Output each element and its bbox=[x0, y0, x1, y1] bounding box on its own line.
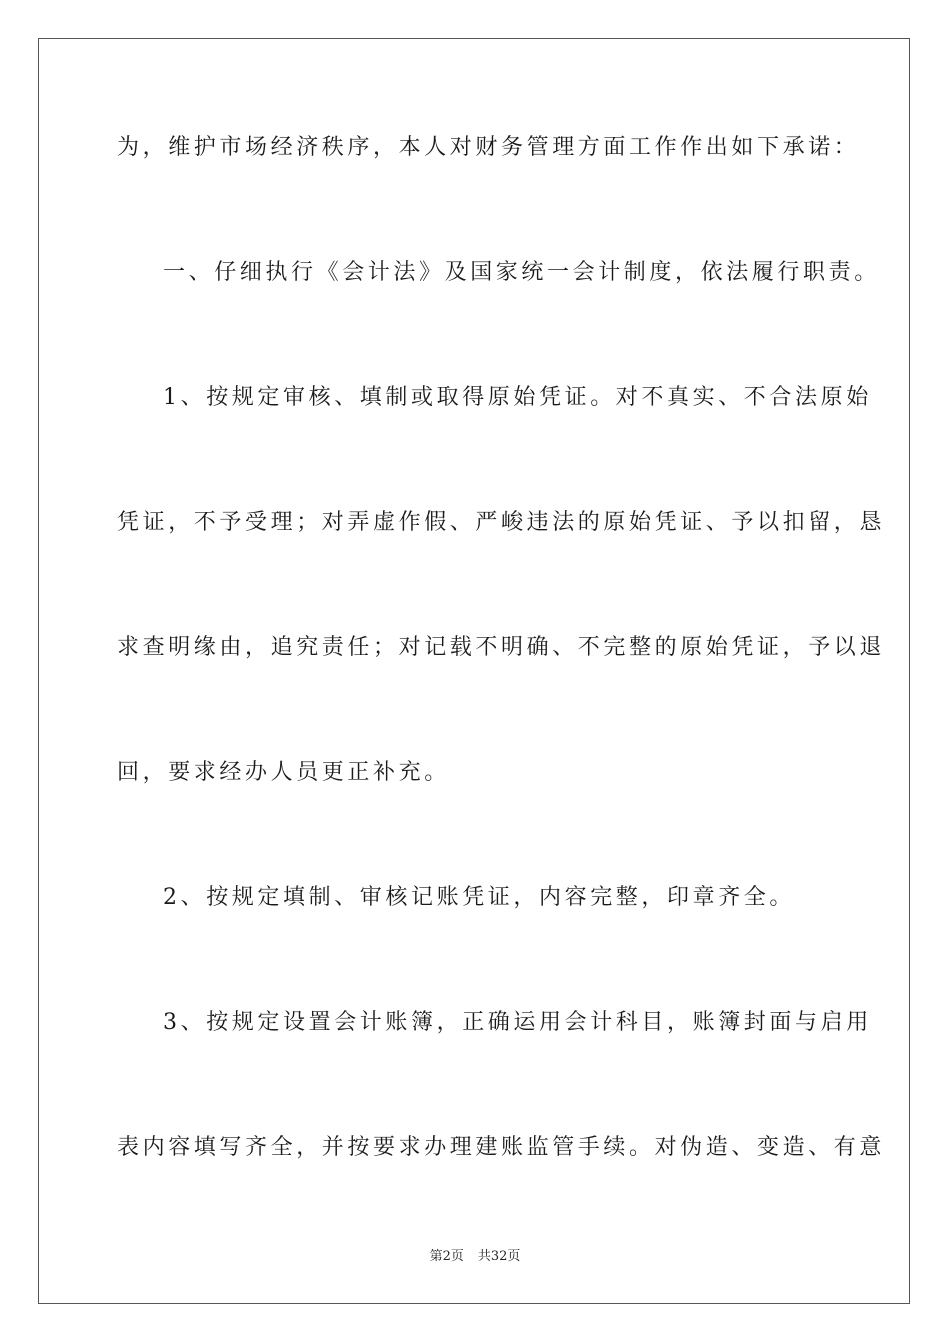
page-footer bbox=[0, 1248, 950, 1266]
text-line-2: 一、仔细执行《会计法》及国家统一会计制度，依法履行职责。 bbox=[163, 260, 880, 285]
text-line-4: 凭证，不予受理；对弄虚作假、严峻违法的原始凭证、予以扣留，恳 bbox=[117, 510, 886, 535]
text-line-1: 为，维护市场经济秩序，本人对财务管理方面工作作出如下承诺： bbox=[117, 135, 860, 160]
text-line-8: 3、按规定设置会计账簿，正确运用会计科目，账簿封面与启用 bbox=[163, 1010, 872, 1035]
page-border bbox=[38, 38, 910, 1304]
text-line-6: 回，要求经办人员更正补充。 bbox=[117, 760, 450, 785]
page-number: 第2页 bbox=[429, 1249, 464, 1264]
text-line-7: 2、按规定填制、审核记账凭证，内容完整，印章齐全。 bbox=[163, 885, 795, 910]
text-line-5: 求查明缘由，追究责任；对记载不明确、不完整的原始凭证，予以退 bbox=[117, 635, 886, 660]
text-line-9: 表内容填写齐全，并按要求办理建账监管手续。对伪造、变造、有意 bbox=[117, 1135, 886, 1160]
page-total: 共32页 bbox=[477, 1249, 521, 1264]
text-line-3: 1、按规定审核、填制或取得原始凭证。对不真实、不合法原始 bbox=[163, 385, 872, 410]
